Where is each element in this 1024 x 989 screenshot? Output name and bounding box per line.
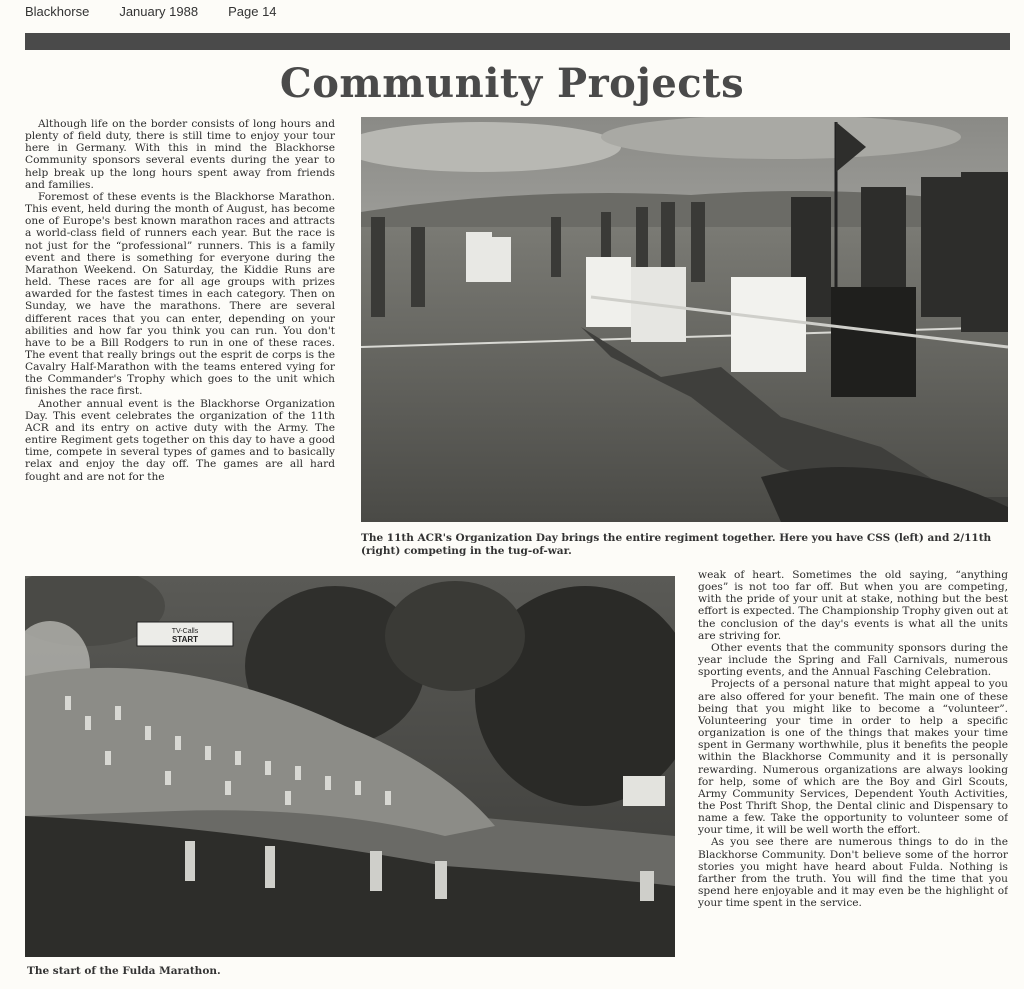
paragraph-marathon: Foremost of these events is the Blackhorse Marathon. This event, held during the month of August, has become one of Europe's best known marathon races and attracts a world-class field of runners each year. But the race is not just for the “professional” runners. This is a family event and there is something for everyone during the Marathon Weekend. On Saturday, the Kiddie Runs are held. These races are for all age groups with prizes awarded for the fastest times in each category. Then on Sunday, we have the marathons. There are several different races that you can enter, depending on your abilities and how far you think you can run. You don't have to be a Bill Rodgers to run in one of these races. The event that really brings out the esprit de corps is the Cavalry Half-Marathon with the teams entered vying for the Commander's Trophy which goes to the unit which finishes the race first. bbox=[25, 190, 335, 398]
marathon-caption: The start of the Fulda Marathon. bbox=[27, 965, 221, 977]
article-right-column bbox=[698, 569, 1008, 981]
banner-text-top: TV-Calls bbox=[171, 628, 199, 635]
article-left-column bbox=[25, 118, 335, 558]
publication-name: Blackhorse bbox=[25, 4, 90, 19]
banner-text-start: START bbox=[171, 635, 199, 644]
paragraph-conclusion: As you see there are numerous things to do in the Blackhorse Community. Don't believe some of the horror stories you might have heard about Fulda. Nothing is farther from the truth. You will find the time that you spend here enjoyable and it may even be the highlight of your time spent in the service. bbox=[698, 836, 1008, 910]
page-header bbox=[25, 4, 277, 22]
paragraph-volunteer: Projects of a personal nature that might appeal to you are also offered for your benefit. The main one of these being that you might like to become a “volunteer”. Volunteering your time in order to help a specific organization is one of the things that makes your time spent in Germany worthwhile, plus it benefits the people within the Blackhorse Community and it is personally rewarding. Numerous organizations are always looking for help, some of which are the Boy and Girl Scouts, Army Community Services, Dependent Youth Activities, the Post Thrift Shop, the Dental clinic and Dispensary to name a few. Take the opportunity to volunteer some of your time, it will be well worth the effort. bbox=[698, 678, 1008, 837]
issue-date: January 1988 bbox=[119, 4, 199, 19]
paragraph-weak-of-heart: weak of heart. Sometimes the old saying, “anything goes” is not too far off. But when you are competing, with the pride of your unit at stake, nothing but the best effort is expected. The Championship Trophy given out at the conclusion of the day's events is what all the units are striving for. bbox=[698, 569, 1008, 642]
paragraph-intro: Although life on the border consists of long hours and plenty of field duty, there is still time to enjoy your tour here in Germany. With this in mind the Blackhorse Community sponsors several events during the year to help break up the long hours spent away from friends and families. bbox=[25, 118, 335, 191]
paragraph-organization-day: Another annual event is the Blackhorse Organization Day. This event celebrates the organization of the 11th ACR and its entry on active duty with the Army. The entire Regiment gets together on this day to have a good time, compete in several types of games and to basically relax and enjoy the day off. The games are all hard fought and are not for the bbox=[25, 397, 335, 483]
marathon-start-photo bbox=[25, 576, 675, 957]
paragraph-other-events: Other events that the community sponsors during the year include the Spring and Fall Carnivals, numerous sporting events, and the Annual Fasching Celebration. bbox=[698, 641, 1008, 679]
header-rule bbox=[25, 33, 1010, 50]
article-title: Community Projects bbox=[279, 60, 745, 107]
tug-of-war-photo bbox=[361, 117, 1008, 522]
page-number: Page 14 bbox=[228, 4, 277, 19]
tug-of-war-caption: The 11th ACR's Organization Day brings the entire regiment together. Here you have CSS (left) and 2/11th (right) competing in the tug-of-war. bbox=[361, 532, 992, 557]
